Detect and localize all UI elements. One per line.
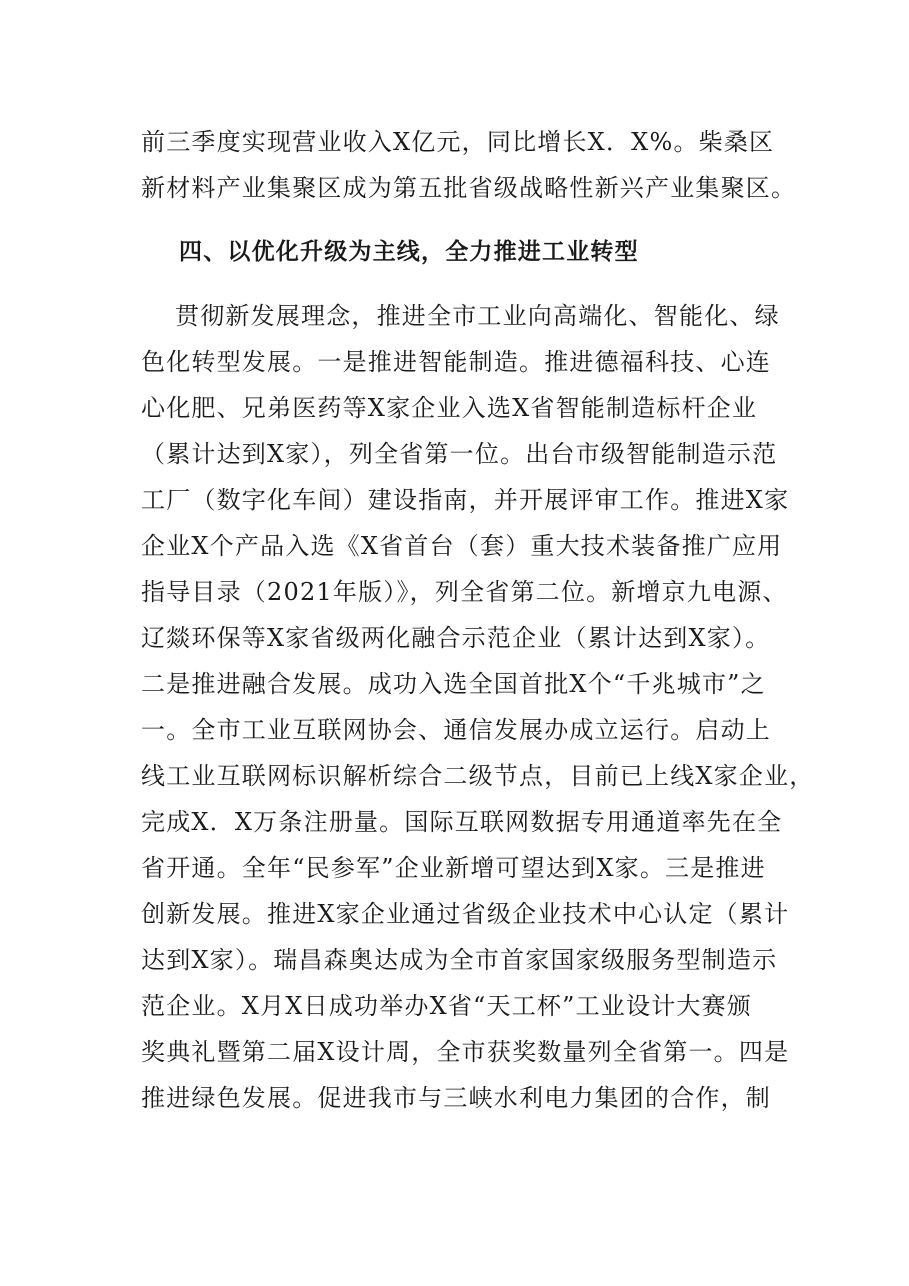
paragraph-2-line-8: 辽燚环保等X家省级两化融合示范企业（累计达到X家）。 — [141, 624, 771, 652]
section-heading: 四、以优化升级为主线，全力推进工业转型 — [179, 239, 639, 265]
paragraph-2-line-17: 奖典礼暨第二届X设计周，全市获奖数量列全省第一。四是 — [141, 1038, 790, 1066]
paragraph-2-line-1: 贯彻新发展理念，推进全市工业向高端化、智能化、绿 — [175, 302, 780, 330]
paragraph-2-line-9: 二是推进融合发展。成功入选全国首批X个“千兆城市”之 — [141, 670, 766, 698]
paragraph-1-line-2: 新材料产业集聚区成为第五批省级战略性新兴产业集聚区。 — [141, 174, 797, 202]
paragraph-2-line-5: 工厂（数字化车间）建设指南，并开展评审工作。推进X家 — [141, 486, 790, 514]
paragraph-2-line-7: 指导目录（2021年版）》，列全省第二位。新增京九电源、 — [141, 578, 788, 606]
paragraph-1-line-1: 前三季度实现营业收入X亿元，同比增长X．X%。柴桑区 — [141, 128, 775, 156]
paragraph-2-line-18: 推进绿色发展。促进我市与三峡水利电力集团的合作，制 — [141, 1084, 771, 1112]
paragraph-2-line-15: 达到X家）。瑞昌森奥达成为全市首家国家级服务型制造示 — [141, 946, 778, 974]
document-body — [141, 119, 815, 1121]
paragraph-2-line-16: 范企业。X月X日成功举办X省“天工杯”工业设计大赛颁 — [141, 992, 752, 1020]
paragraph-2-line-14: 创新发展。推进X家企业通过省级企业技术中心认定（累计 — [141, 900, 790, 928]
paragraph-2-line-12: 完成X．X万条注册量。国际互联网数据专用通道率先在全 — [141, 808, 783, 836]
paragraph-2-line-3: 心化肥、兄弟医药等X家企业入选X省智能制造标杆企业 — [141, 394, 758, 422]
paragraph-2-line-11: 线工业互联网标识解析综合二级节点，目前已上线X家企业， — [141, 762, 815, 790]
paragraph-2-line-13: 省开通。全年“民参军”企业新增可望达到X家。三是推进 — [141, 854, 766, 882]
paragraph-2-line-2: 色化转型发展。一是推进智能制造。推进德福科技、心连 — [141, 348, 771, 376]
paragraph-2-line-4: （累计达到X家），列全省第一位。出台市级智能制造示范 — [141, 440, 778, 468]
paragraph-2-line-6: 企业X个产品入选《X省首台（套）重大技术装备推广应用 — [141, 532, 783, 560]
paragraph-2-line-10: 一。全市工业互联网协会、通信发展办成立运行。启动上 — [141, 716, 771, 744]
